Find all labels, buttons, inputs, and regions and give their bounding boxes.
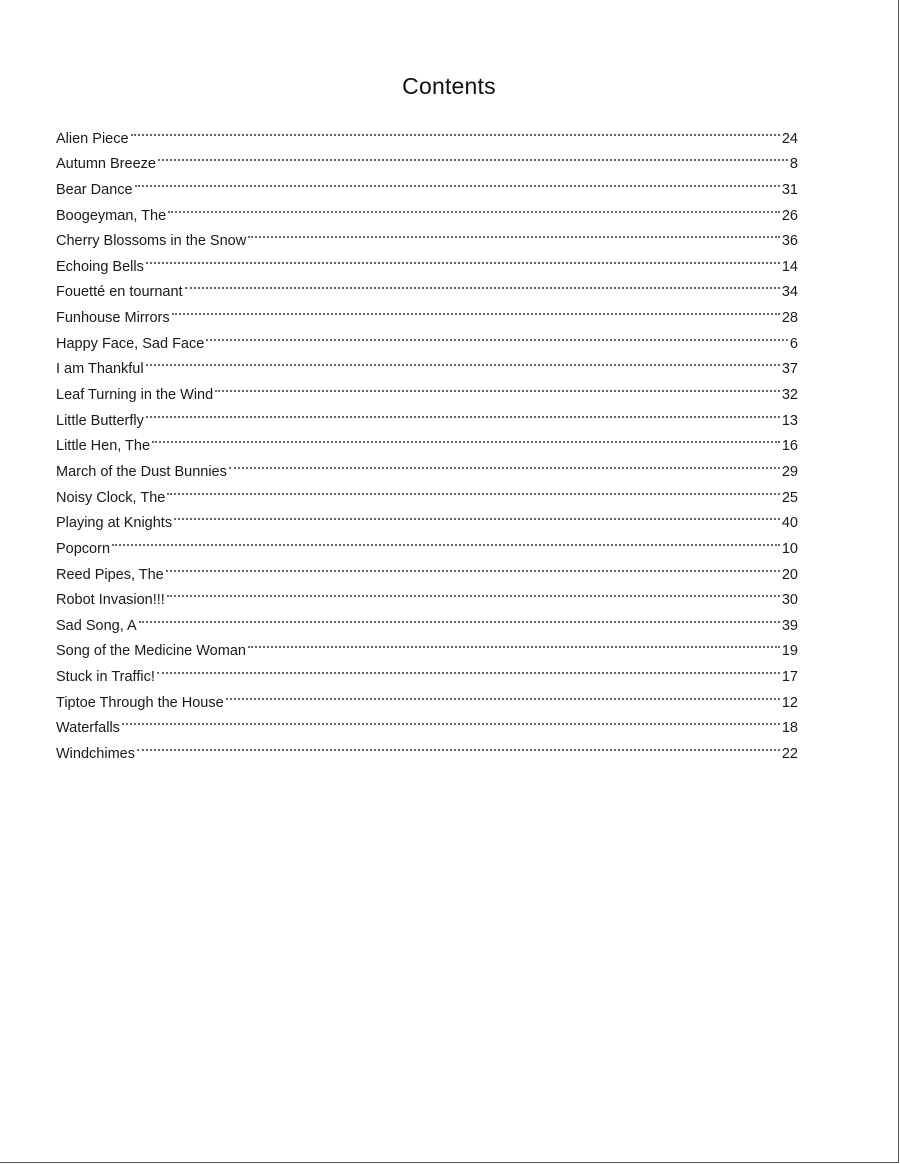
toc-entry[interactable] <box>56 245 798 275</box>
toc-entry[interactable] <box>56 707 798 737</box>
toc-dot-leader <box>167 579 780 605</box>
toc-dot-leader <box>206 322 788 348</box>
toc-entry-title: Windchimes <box>56 746 135 763</box>
toc-entry-title: Song of the Medicine Woman <box>56 643 246 660</box>
toc-entry-title: Reed Pipes, The <box>56 566 164 583</box>
toc-entry-title: Popcorn <box>56 540 111 557</box>
toc-dot-leader <box>166 553 780 579</box>
toc-entry-title: Boogeyman, The <box>56 207 167 224</box>
toc-entry-page-number: 36 <box>781 233 798 250</box>
toc-entry-title: Robot Invasion!!! <box>56 592 165 609</box>
toc-entry-page-number: 12 <box>781 694 798 711</box>
toc-entry-page-number: 28 <box>781 310 798 327</box>
page-title: Contents <box>402 73 496 100</box>
toc-entry[interactable] <box>56 681 798 711</box>
toc-entry-title: Bear Dance <box>56 181 133 198</box>
toc-dot-leader <box>157 655 780 681</box>
toc-entry[interactable] <box>56 194 798 224</box>
toc-dot-leader <box>146 245 780 271</box>
toc-entry[interactable] <box>56 732 798 763</box>
toc-entry-title: Funhouse Mirrors <box>56 310 170 327</box>
toc-entry-page-number: 16 <box>781 438 798 455</box>
toc-entry-title: Fouetté en tournant <box>56 284 183 301</box>
toc-entry[interactable] <box>56 168 798 198</box>
toc-dot-leader <box>146 399 780 425</box>
toc-dot-leader <box>131 117 780 143</box>
toc-dot-leader <box>146 348 780 374</box>
toc-entry[interactable] <box>56 630 798 660</box>
toc-entry-title: Waterfalls <box>56 720 120 737</box>
toc-dot-leader <box>152 425 780 451</box>
toc-entry-page-number: 29 <box>781 463 798 480</box>
toc-entry-title: Playing at Knights <box>56 515 173 532</box>
toc-dot-leader <box>226 681 780 707</box>
toc-entry-title: Sad Song, A <box>56 617 137 634</box>
toc-dot-leader <box>248 630 780 656</box>
toc-dot-leader <box>135 168 780 194</box>
toc-entry-page-number: 13 <box>781 412 798 429</box>
toc-entry[interactable] <box>56 425 798 455</box>
toc-entry[interactable] <box>56 117 798 147</box>
toc-entry-page-number: 6 <box>789 335 798 352</box>
toc-entry-page-number: 18 <box>781 720 798 737</box>
toc-dot-leader <box>167 476 780 502</box>
toc-dot-leader <box>229 450 780 476</box>
toc-dot-leader <box>158 143 788 169</box>
table-of-contents <box>56 117 798 763</box>
toc-entry-page-number: 17 <box>781 669 798 686</box>
toc-entry-title: Little Butterfly <box>56 412 144 429</box>
toc-entry-title: Leaf Turning in the Wind <box>56 387 214 404</box>
toc-entry[interactable] <box>56 220 798 250</box>
toc-entry-page-number: 22 <box>781 746 798 763</box>
toc-dot-leader <box>139 604 780 630</box>
toc-entry-page-number: 32 <box>781 387 798 404</box>
toc-entry-page-number: 31 <box>781 181 798 198</box>
toc-entry-title: Stuck in Traffic! <box>56 669 155 686</box>
toc-entry-title: I am Thankful <box>56 361 144 378</box>
toc-entry-page-number: 8 <box>789 156 798 173</box>
toc-entry[interactable] <box>56 604 798 634</box>
toc-entry[interactable] <box>56 502 798 532</box>
toc-entry[interactable] <box>56 579 798 609</box>
toc-entry[interactable] <box>56 450 798 480</box>
toc-entry[interactable] <box>56 348 798 378</box>
toc-entry-page-number: 20 <box>781 566 798 583</box>
toc-entry[interactable] <box>56 553 798 583</box>
toc-entry-page-number: 34 <box>781 284 798 301</box>
toc-entry-title: Echoing Bells <box>56 258 144 275</box>
toc-entry-title: March of the Dust Bunnies <box>56 463 227 480</box>
toc-dot-leader <box>185 271 780 297</box>
toc-entry-page-number: 19 <box>781 643 798 660</box>
toc-dot-leader <box>112 527 780 553</box>
toc-dot-leader <box>137 732 780 758</box>
toc-entry-title: Autumn Breeze <box>56 156 156 173</box>
toc-entry-page-number: 10 <box>781 540 798 557</box>
toc-entry-page-number: 26 <box>781 207 798 224</box>
toc-entry-page-number: 39 <box>781 617 798 634</box>
toc-entry-title: Happy Face, Sad Face <box>56 335 205 352</box>
toc-dot-leader <box>172 296 780 322</box>
toc-dot-leader <box>168 194 780 220</box>
toc-entry-page-number: 25 <box>781 489 798 506</box>
toc-dot-leader <box>215 373 780 399</box>
toc-entry-title: Cherry Blossoms in the Snow <box>56 233 247 250</box>
toc-entry-page-number: 30 <box>781 592 798 609</box>
toc-entry[interactable] <box>56 271 798 301</box>
toc-entry[interactable] <box>56 476 798 506</box>
toc-entry-title: Little Hen, The <box>56 438 151 455</box>
toc-entry[interactable] <box>56 655 798 686</box>
toc-dot-leader <box>248 220 780 246</box>
toc-entry-title: Noisy Clock, The <box>56 489 166 506</box>
toc-entry[interactable] <box>56 527 798 557</box>
toc-entry[interactable] <box>56 399 798 429</box>
toc-entry-page-number: 14 <box>781 258 798 275</box>
toc-entry-page-number: 40 <box>781 515 798 532</box>
toc-entry-page-number: 37 <box>781 361 798 378</box>
toc-entry-title: Tiptoe Through the House <box>56 694 224 711</box>
toc-entry[interactable] <box>56 143 798 173</box>
toc-dot-leader <box>174 502 780 528</box>
toc-entry[interactable] <box>56 373 798 404</box>
toc-dot-leader <box>122 707 780 733</box>
toc-entry-page-number: 24 <box>781 130 798 147</box>
toc-entry-title: Alien Piece <box>56 130 129 147</box>
